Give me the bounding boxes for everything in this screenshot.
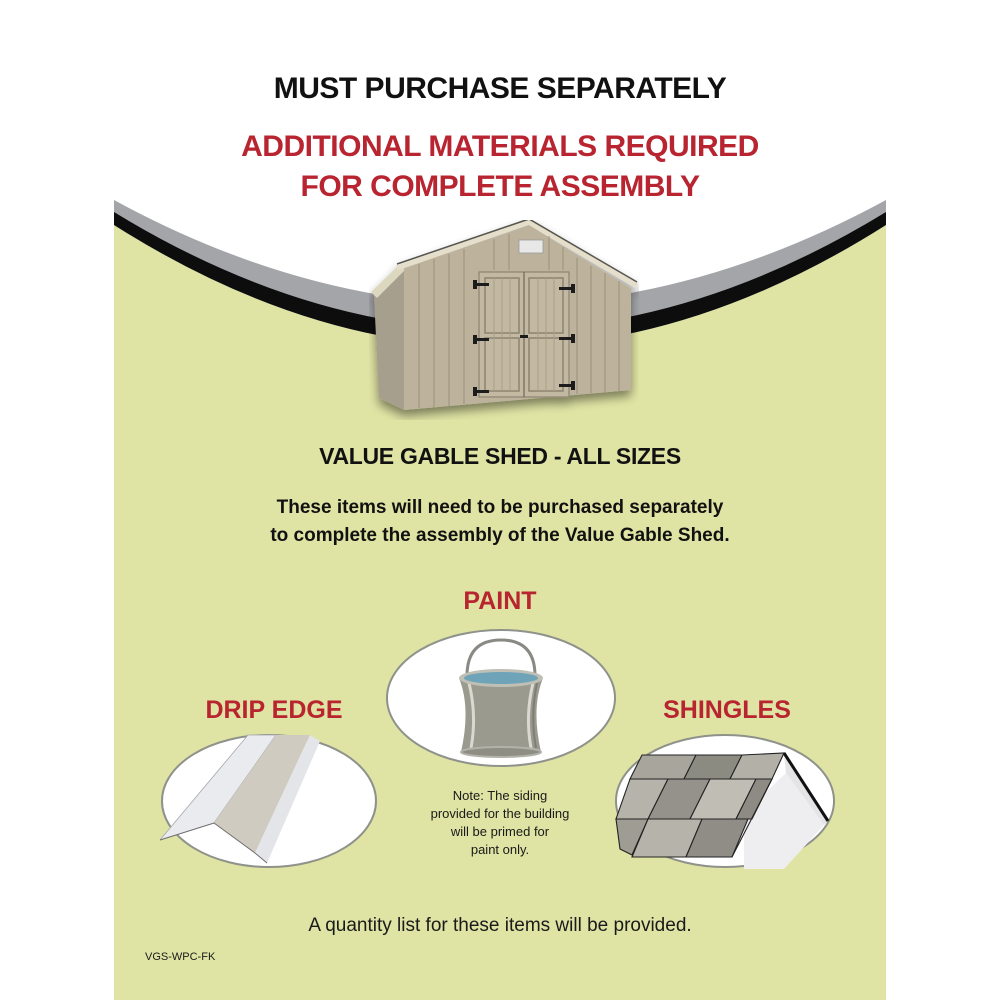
page-subtitle-line1: ADDITIONAL MATERIALS REQUIRED bbox=[241, 130, 759, 163]
shed-illustration bbox=[369, 220, 639, 420]
note-line: Note: The siding bbox=[452, 788, 548, 803]
note-line: provided for the building bbox=[430, 806, 570, 821]
page-subtitle-line2: FOR COMPLETE ASSEMBLY bbox=[300, 170, 700, 203]
document-code: VGS-WPC-FK bbox=[145, 951, 216, 963]
product-description-line2: to complete the assembly of the Value Gable Shed. bbox=[270, 525, 730, 546]
drip-edge-icon bbox=[160, 733, 378, 869]
item-label-paint: PAINT bbox=[463, 587, 537, 615]
product-description-line1: These items will need to be purchased separately bbox=[276, 497, 724, 518]
shingles-icon bbox=[614, 733, 836, 869]
siding-note bbox=[400, 787, 600, 859]
note-line: will be primed for bbox=[450, 824, 550, 839]
note-line: paint only. bbox=[470, 842, 530, 857]
item-label-shingles: SHINGLES bbox=[663, 696, 791, 724]
page-title: MUST PURCHASE SEPARATELY bbox=[273, 72, 727, 105]
item-label-drip-edge: DRIP EDGE bbox=[205, 696, 343, 724]
flyer-page bbox=[114, 0, 886, 1000]
paint-bucket-icon bbox=[385, 628, 617, 768]
quantity-list-note: A quantity list for these items will be provided. bbox=[308, 915, 692, 936]
product-name: VALUE GABLE SHED - ALL SIZES bbox=[319, 443, 681, 469]
